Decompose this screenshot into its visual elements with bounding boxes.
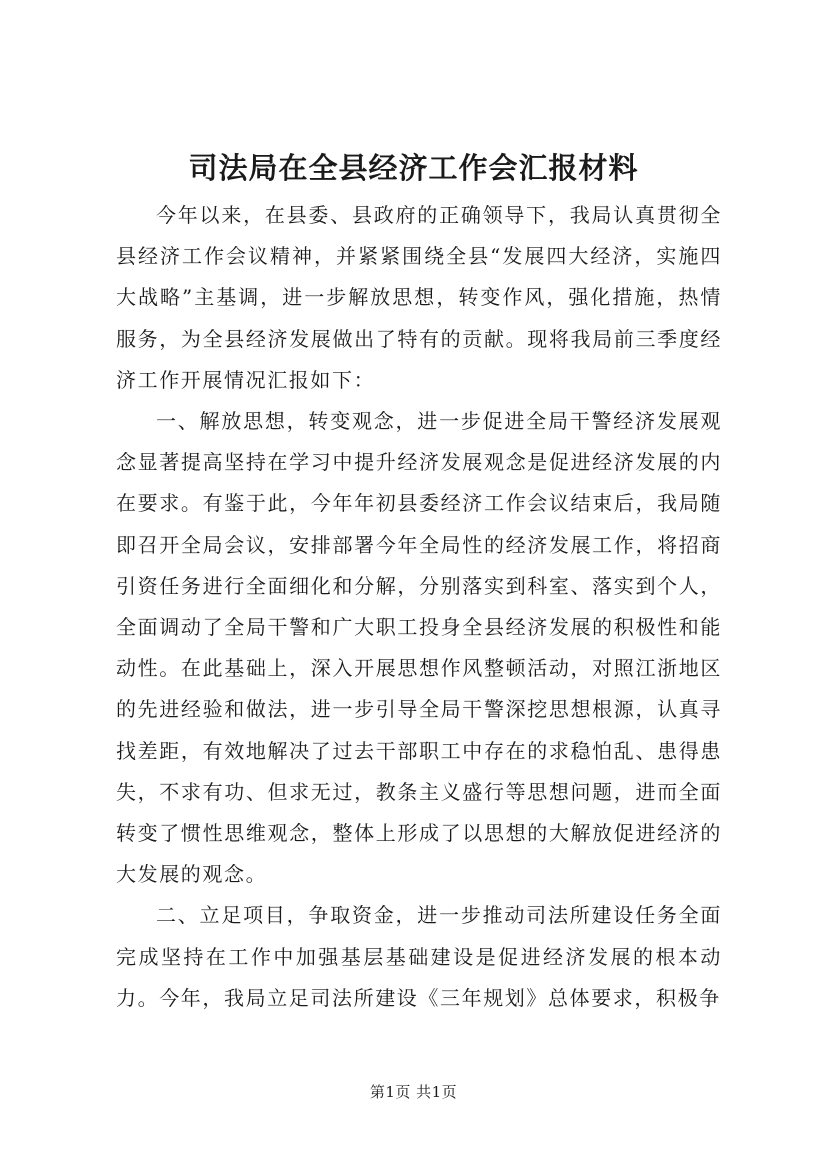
document-body bbox=[116, 195, 722, 1019]
page-number-footer: 第1页 共1页 bbox=[369, 1083, 458, 1101]
paragraph-intro: 今年以来，在县委、县政府的正确领导下，我局认真贯彻全县经济工作会议精神，并紧紧围绕全县“发展四大经济，实施四大战略”主基调，进一步解放思想，转变作风，强化措施，热情服务，为全县经济发展做出了特有的贡献。现将我局前三季度经济工作开展情况汇报如下： bbox=[116, 203, 722, 392]
document-title: 司法局在全县经济工作会汇报材料 bbox=[188, 151, 639, 185]
paragraph-section-2: 二、立足项目，争取资金，进一步推动司法所建设任务全面完成坚持在工作中加强基层基础建设是促进经济发展的根本动力。今年，我局立足司法所建设《三年规划》总体要求，积极争 bbox=[116, 903, 722, 1010]
paragraph-section-1: 一、解放思想，转变观念，进一步促进全局干警经济发展观念显著提高坚持在学习中提升经济发展观念是促进经济发展的内在要求。有鉴于此，今年年初县委经济工作会议结束后，我局随即召开全局会议，安排部署今年全局性的经济发展工作，将招商引资任务进行全面细化和分解，分别落实到科室、落实到个人，全面调动了全局干警和广大职工投身全县经济发展的积极性和能动性。在此基础上，深入开展思想作风整顿活动，对照江浙地区的先进经验和做法，进一步引导全局干警深挖思想根源，认真寻找差距，有效地解决了过去干部职工中存在的求稳怕乱、患得患失，不求有功、但求无过，教条主义盛行等思想问题，进而全面转变了惯性思维观念，整体上形成了以思想的大解放促进经济的大发展的观念。 bbox=[116, 409, 722, 887]
